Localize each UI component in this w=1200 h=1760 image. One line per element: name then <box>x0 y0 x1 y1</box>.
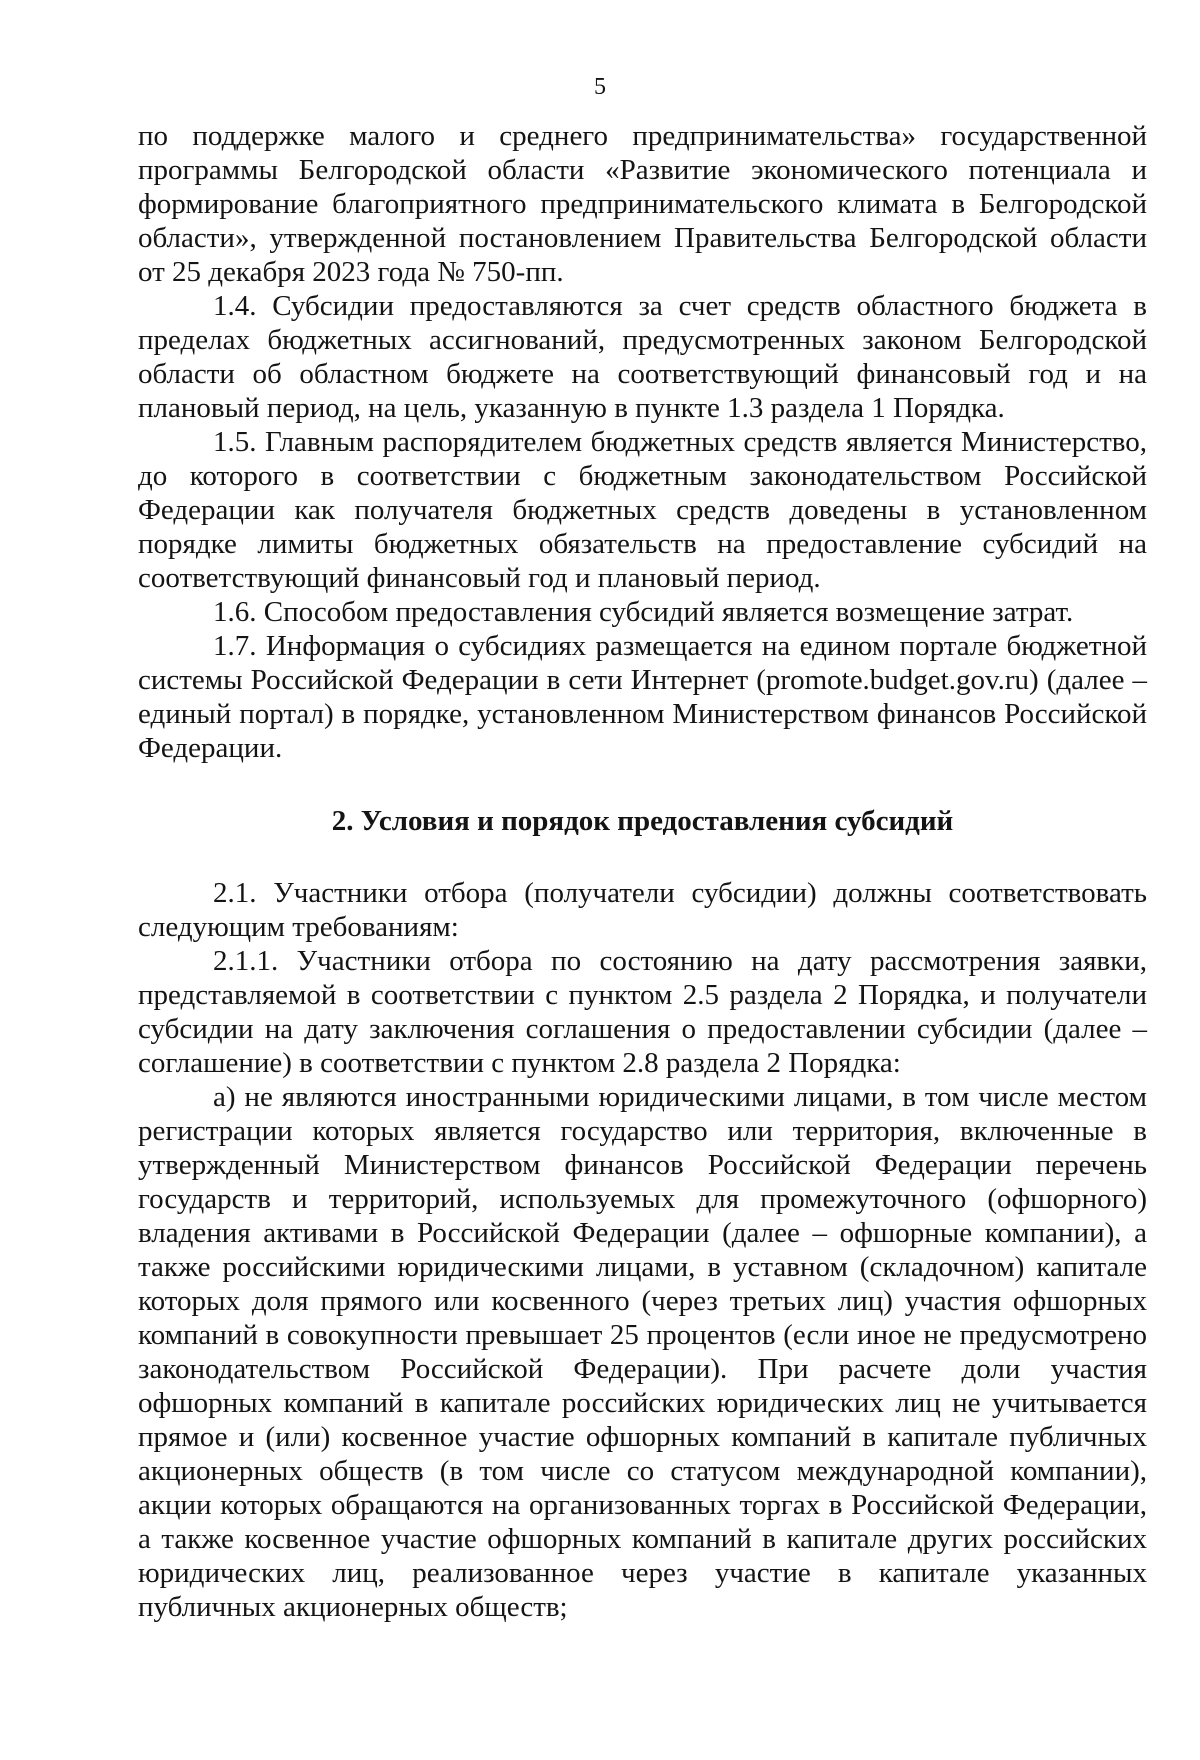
paragraph-1-5: 1.5. Главным распорядителем бюджетных средств является Министерство, до которого в соответствии с бюджетным законодательством Российской Федерации как получателя бюджетных средств доведены в установленном порядке лимиты бюджетных обязательств на предоставление субсидий на соответствующий финансовый год и плановый период. <box>138 426 1147 594</box>
page-number: 5 <box>594 74 606 100</box>
section-2-heading: 2. Условия и порядок предоставления субсидий <box>331 805 954 837</box>
paragraph-1-7: 1.7. Информация о субсидиях размещается на едином портале бюджетной системы Российской Федерации в сети Интернет (promote.budget.gov.ru) (далее – единый портал) в порядке, установленном Министерством финансов Российской Федерации. <box>138 630 1147 764</box>
paragraph-1-6: 1.6. Способом предоставления субсидий является возмещение затрат. <box>213 596 1074 628</box>
paragraph-1-4: 1.4. Субсидии предоставляются за счет средств областного бюджета в пределах бюджетных ассигнований, предусмотренных законом Белгородской области об областном бюджете на соответствующий финансовый год и на плановый период, на цель, указанную в пункте 1.3 раздела 1 Порядка. <box>138 290 1147 424</box>
paragraph-2-1-1-a: а) не являются иностранными юридическими лицами, в том числе местом регистрации которых является государство или территория, включенные в утвержденный Министерством финансов Российской Федерации перечень государств и территорий, используемых для промежуточного (офшорного) владения активами в Российской Федерации (далее – офшорные компании), а также российскими юридическими лицами, в уставном (складочном) капитале которых доля прямого или косвенного (через третьих лиц) участия офшорных компаний в совокупности превышает 25 процентов (если иное не предусмотрено законодательством Российской Федерации). При расчете доли участия офшорных компаний в капитале российских юридических лиц не учитывается прямое и (или) косвенное участие офшорных компаний в капитале публичных акционерных обществ (в том числе со статусом международной компании), акции которых обращаются на организованных торгах в Российской Федерации, а также косвенное участие офшорных компаний в капитале других российских юридических лиц, реализованное через участие в капитале указанных публичных акционерных обществ; <box>138 1081 1147 1623</box>
paragraph-2-1-1: 2.1.1. Участники отбора по состоянию на дату рассмотрения заявки, представляемой в соответствии с пунктом 2.5 раздела 2 Порядка, и получатели субсидии на дату заключения соглашения о предоставлении субсидии (далее – соглашение) в соответствии с пунктом 2.8 раздела 2 Порядка: <box>138 945 1147 1079</box>
paragraph-continuation: по поддержке малого и среднего предпринимательства» государственной программы Белгородской области «Развитие экономического потенциала и формирование благоприятного предпринимательского климата в Белгородской области», утвержденной постановлением Правительства Белгородской области от 25 декабря 2023 года № 750-пп. <box>138 120 1147 288</box>
paragraph-2-1: 2.1. Участники отбора (получатели субсидии) должны соответствовать следующим требованиям: <box>138 877 1147 943</box>
document-body <box>138 119 1147 1624</box>
